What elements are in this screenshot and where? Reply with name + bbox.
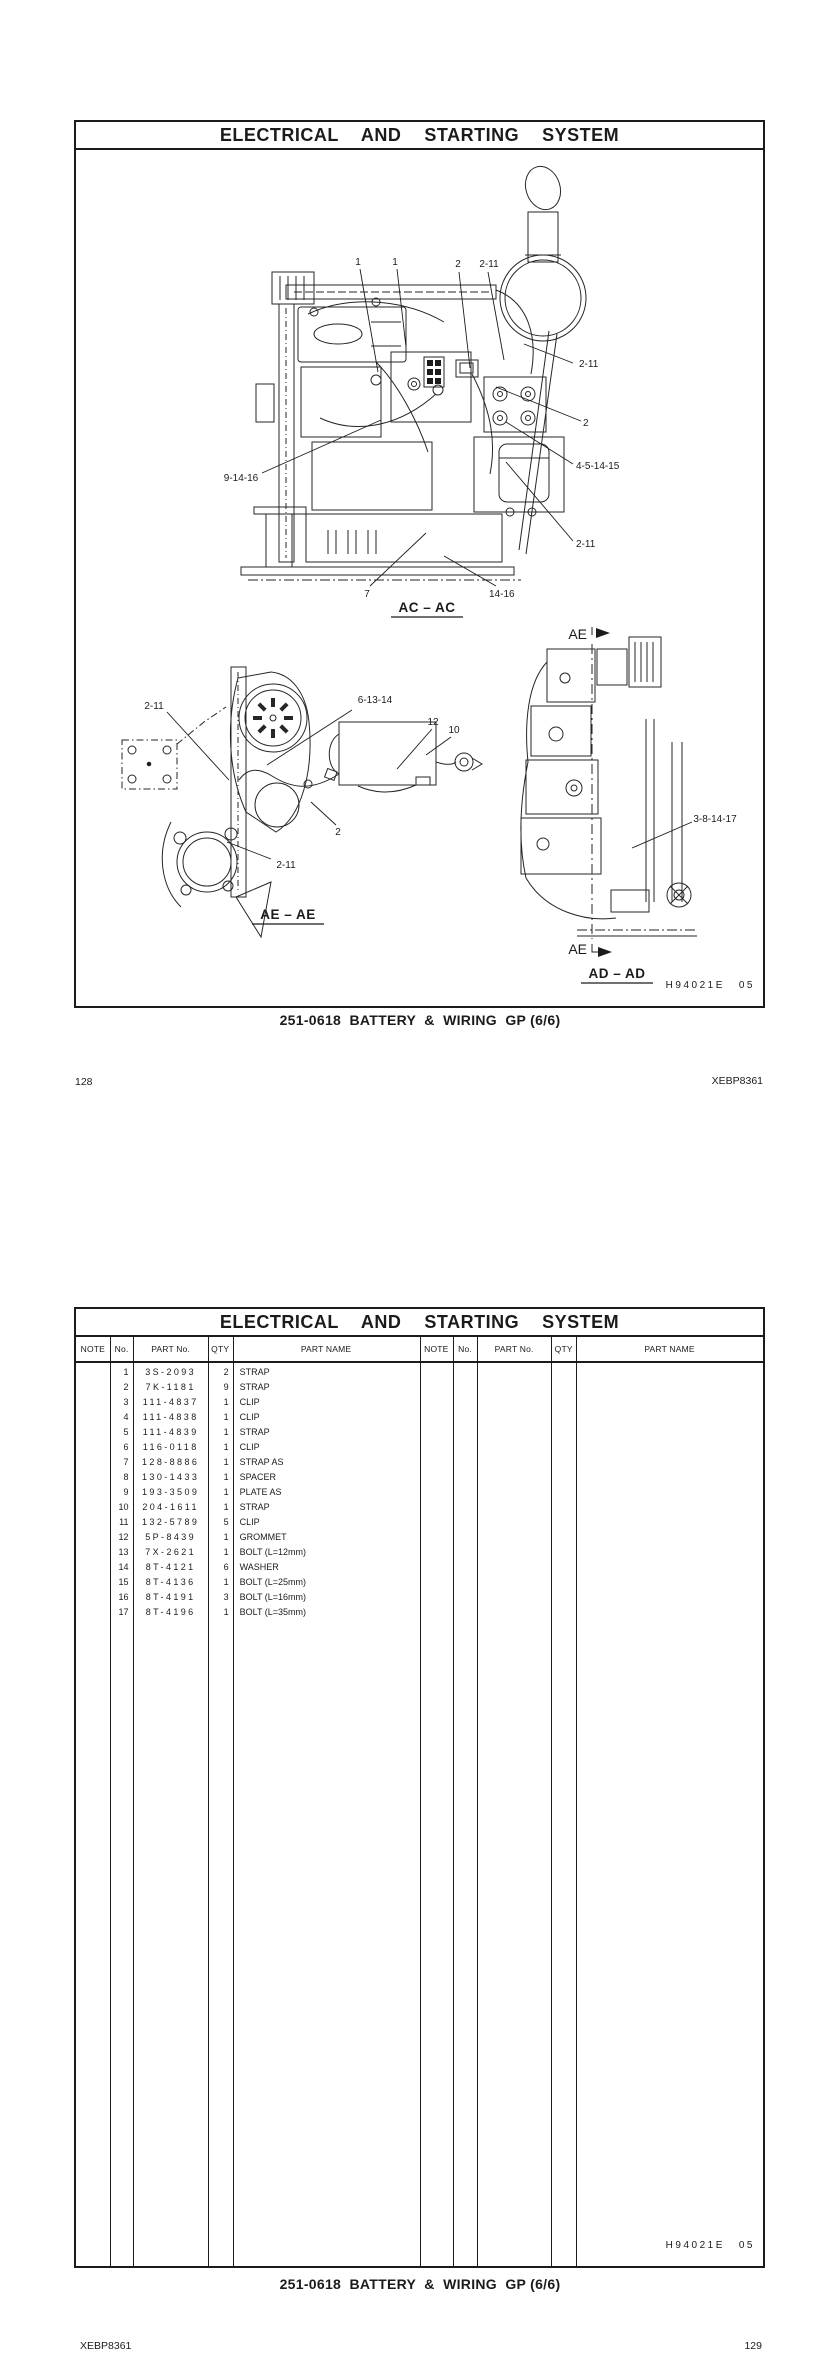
part-no-cell [477,1395,551,1410]
part-ref-label: 2-11 [144,701,164,712]
note-cell [419,1545,453,1560]
qty-cell [551,1395,576,1410]
note-cell [76,1455,110,1470]
part-name-cell: CLIP [239,1397,260,1407]
item-no-cell [453,1455,477,1470]
note-cell [76,1560,110,1575]
qty-cell: 1 [223,1427,229,1437]
note-cell [419,1365,453,1380]
item-no-cell: 13 [118,1547,129,1557]
part-name-cell: STRAP AS [239,1457,284,1467]
qty-cell [551,1515,576,1530]
item-no-cell: 3 [123,1397,129,1407]
part-no-cell: 5P-8439 [145,1532,197,1542]
part-name-cell [576,1425,763,1440]
item-no-cell [453,1380,477,1395]
part-ref-label: 12 [427,717,439,728]
qty-cell [551,1530,576,1545]
part-name-cell [576,1485,763,1500]
page-number: 128 [75,1076,93,1088]
note-cell [76,1365,110,1380]
note-cell [76,1380,110,1395]
part-name-cell: BOLT (L=16mm) [239,1592,307,1602]
part-no-cell [477,1410,551,1425]
part-no-cell: 111-4839 [142,1427,199,1437]
item-no-cell: 17 [118,1607,129,1617]
table-row [76,1605,763,1620]
sheet-title: ELECTRICAL AND STARTING SYSTEM [219,124,620,145]
ac-ac-view [241,162,586,580]
item-no-cell: 7 [123,1457,129,1467]
section-arrow-label: AE [568,941,587,957]
item-no-cell: 5 [123,1427,129,1437]
item-no-cell [453,1530,477,1545]
column-header-part-no: PART No. [151,1344,191,1354]
part-name-cell [576,1515,763,1530]
part-no-cell: 130-1433 [142,1472,200,1482]
note-cell [419,1590,453,1605]
item-no-cell [453,1515,477,1530]
part-no-cell [477,1440,551,1455]
part-ref-label: 1 [392,257,398,268]
item-no-cell [453,1470,477,1485]
part-no-cell: 7X-2621 [145,1547,197,1557]
note-cell [76,1440,110,1455]
note-cell [419,1425,453,1440]
note-cell [419,1500,453,1515]
item-no-cell: 2 [123,1382,129,1392]
part-ref-label: 3-8-14-17 [693,814,737,825]
part-no-cell [477,1485,551,1500]
part-name-cell: STRAP [239,1427,270,1437]
table-row [76,1500,763,1515]
part-name-cell: CLIP [239,1442,260,1452]
plate-revision: 05 [738,980,755,991]
part-name-cell [576,1530,763,1545]
qty-cell: 1 [223,1607,229,1617]
part-no-cell [477,1500,551,1515]
table-row [76,1470,763,1485]
item-no-cell: 10 [118,1502,129,1512]
column-header-part-no: PART No. [494,1344,534,1354]
part-name-cell: STRAP [239,1367,270,1377]
part-no-cell: 8T-4121 [145,1562,196,1572]
part-ref-label: 9-14-16 [223,473,259,484]
table-row [76,1515,763,1530]
part-ref-label: 1 [355,257,361,268]
part-name-cell [576,1500,763,1515]
part-name-cell [576,1470,763,1485]
note-cell [419,1395,453,1410]
part-name-cell: STRAP [239,1382,270,1392]
figure-caption: 251-0618 BATTERY & WIRING GP (6/6) [279,2276,561,2292]
part-ref-label: 6-13-14 [357,695,393,706]
qty-cell: 1 [223,1502,229,1512]
part-no-cell [477,1545,551,1560]
part-name-cell: CLIP [239,1412,260,1422]
qty-cell [551,1365,576,1380]
part-name-cell [576,1440,763,1455]
part-no-cell: 3S-2093 [145,1367,197,1377]
view-captions [252,600,653,983]
part-name-cell [576,1605,763,1620]
part-no-cell [477,1425,551,1440]
qty-cell: 1 [223,1397,229,1407]
plate-number [645,969,755,1002]
table-row [76,1560,763,1575]
table-row [76,1590,763,1605]
qty-cell [551,1500,576,1515]
item-no-cell: 6 [123,1442,129,1452]
part-name-cell: BOLT (L=12mm) [239,1547,307,1557]
item-no-cell [453,1425,477,1440]
item-no-cell [453,1410,477,1425]
note-cell [76,1575,110,1590]
part-no-cell: 193-3509 [142,1487,200,1497]
item-no-cell [453,1545,477,1560]
part-no-cell [477,1530,551,1545]
qty-cell: 1 [223,1457,229,1467]
item-no-cell [453,1500,477,1515]
part-no-cell [477,1365,551,1380]
note-cell [419,1605,453,1620]
sheet-title: ELECTRICAL AND STARTING SYSTEM [219,1311,620,1332]
item-no-cell [453,1590,477,1605]
table-row [76,1440,763,1455]
item-no-cell: 9 [123,1487,129,1497]
column-header-no: No. [114,1344,129,1354]
part-name-cell: GROMMET [239,1532,287,1542]
item-no-cell [453,1575,477,1590]
note-cell [419,1470,453,1485]
part-ref-label: 2-11 [479,259,499,270]
part-name-cell [576,1380,763,1395]
table-row [76,1380,763,1395]
table-row [76,1575,763,1590]
part-name-cell: CLIP [239,1517,260,1527]
qty-cell [551,1470,576,1485]
item-no-cell [453,1440,477,1455]
part-ref-label: 2-11 [576,539,596,550]
part-no-cell [477,1380,551,1395]
ad-ad-view [521,627,697,957]
parts-rows [76,1365,763,2266]
parts-diagram-sheet [74,120,765,1008]
part-ref-label: 2 [583,418,589,429]
parts-table-header [76,1337,763,1363]
table-row [76,1425,763,1440]
table-row [76,1485,763,1500]
view-caption-ae: AE – AE [260,907,316,922]
part-no-cell: 111-4837 [142,1397,199,1407]
note-cell [76,1410,110,1425]
part-name-cell [576,1365,763,1380]
plate-number [645,2229,755,2262]
part-name-cell: BOLT (L=25mm) [239,1577,307,1587]
item-no-cell: 14 [118,1562,129,1572]
qty-cell: 1 [223,1472,229,1482]
part-name-cell: STRAP [239,1502,270,1512]
part-name-cell: PLATE AS [239,1487,282,1497]
note-cell [76,1425,110,1440]
part-ref-label: 2 [455,259,461,270]
note-cell [76,1530,110,1545]
note-cell [419,1455,453,1470]
part-no-cell [477,1605,551,1620]
plate-code: H94021E [665,2240,725,2251]
note-cell [76,1590,110,1605]
sheet-title-bar [76,1309,763,1337]
qty-cell: 1 [223,1547,229,1557]
note-cell [76,1470,110,1485]
qty-cell: 3 [223,1592,229,1602]
part-ref-label: 2-11 [579,359,599,370]
qty-cell [551,1590,576,1605]
column-header-note: NOTE [424,1344,449,1354]
part-no-cell: 132-5789 [142,1517,200,1527]
ae-ae-view [122,667,482,937]
part-name-cell [576,1590,763,1605]
qty-cell [551,1605,576,1620]
qty-cell [551,1380,576,1395]
item-no-cell: 16 [118,1592,129,1602]
engine-wiring-diagram [76,122,767,1010]
part-no-cell: 128-8886 [142,1457,200,1467]
column-header-no: No. [458,1344,472,1354]
view-caption-ac: AC – AC [398,600,456,615]
note-cell [76,1395,110,1410]
note-cell [419,1380,453,1395]
section-arrow-label: AE [568,626,587,642]
qty-cell: 1 [223,1532,229,1542]
page-number: 129 [744,2340,762,2352]
item-no-cell: 15 [118,1577,129,1587]
part-name-cell: WASHER [239,1562,279,1572]
qty-cell [551,1545,576,1560]
table-row [76,1395,763,1410]
qty-cell: 1 [223,1487,229,1497]
qty-cell [551,1575,576,1590]
qty-cell [551,1485,576,1500]
table-row [76,1545,763,1560]
doc-code: XEBP8361 [711,1075,763,1087]
qty-cell: 1 [223,1412,229,1422]
item-no-cell [453,1605,477,1620]
part-no-cell [477,1455,551,1470]
part-name-cell [576,1395,763,1410]
part-ref-label: 14-16 [489,589,515,600]
view-caption-ad: AD – AD [588,966,646,981]
note-cell [419,1560,453,1575]
note-cell [419,1485,453,1500]
part-name-cell [576,1410,763,1425]
part-name-cell [576,1560,763,1575]
qty-cell [551,1560,576,1575]
figure-caption: 251-0618 BATTERY & WIRING GP (6/6) [279,1012,561,1028]
part-no-cell: 111-4838 [142,1412,199,1422]
part-name-cell [576,1575,763,1590]
qty-cell: 1 [223,1577,229,1587]
qty-cell: 9 [223,1382,229,1392]
plate-code: H94021E [665,980,725,991]
note-cell [76,1500,110,1515]
part-name-cell [576,1455,763,1470]
plate-revision: 05 [738,2240,755,2251]
note-cell [76,1515,110,1530]
part-ref-label: 10 [448,725,460,736]
part-ref-label: 2 [335,827,341,838]
note-cell [419,1515,453,1530]
part-name-cell: BOLT (L=35mm) [239,1607,307,1617]
qty-cell [551,1410,576,1425]
part-name-cell: SPACER [239,1472,276,1482]
part-no-cell: 204-1611 [142,1502,199,1512]
column-header-qty: QTY [554,1344,573,1354]
part-no-cell [477,1575,551,1590]
note-cell [419,1410,453,1425]
qty-cell: 2 [223,1367,229,1377]
note-cell [76,1605,110,1620]
item-no-cell: 12 [118,1532,129,1542]
parts-table-sheet [74,1307,765,2268]
part-no-cell [477,1590,551,1605]
part-no-cell: 7K-1181 [145,1382,196,1392]
part-no-cell [477,1470,551,1485]
table-row [76,1365,763,1380]
item-no-cell: 11 [119,1517,129,1527]
note-cell [76,1485,110,1500]
part-no-cell: 8T-4136 [145,1577,196,1587]
item-no-cell: 8 [123,1472,129,1482]
column-header-part-name: PART NAME [644,1344,695,1354]
item-no-cell [453,1560,477,1575]
note-cell [419,1440,453,1455]
part-ref-label: 4-5-14-15 [576,461,620,472]
note-cell [419,1575,453,1590]
qty-cell [551,1455,576,1470]
note-cell [419,1530,453,1545]
qty-cell [551,1425,576,1440]
note-cell [76,1545,110,1560]
item-no-cell: 1 [123,1367,129,1377]
qty-cell: 1 [223,1442,229,1452]
qty-cell: 5 [223,1517,229,1527]
part-ref-label: 2-11 [276,860,296,871]
part-no-cell: 116-0118 [142,1442,199,1452]
item-no-cell [453,1485,477,1500]
column-header-qty: QTY [211,1344,230,1354]
table-row [76,1455,763,1470]
part-no-cell [477,1560,551,1575]
table-row [76,1530,763,1545]
column-header-note: NOTE [80,1344,106,1354]
part-ref-label: 7 [364,589,370,600]
part-no-cell: 8T-4191 [145,1592,196,1602]
qty-cell [551,1440,576,1455]
part-name-cell [576,1545,763,1560]
doc-code: XEBP8361 [80,2340,132,2352]
item-no-cell [453,1365,477,1380]
part-no-cell [477,1515,551,1530]
item-no-cell: 4 [123,1412,129,1422]
qty-cell: 6 [223,1562,229,1572]
item-no-cell [453,1395,477,1410]
part-no-cell: 8T-4196 [145,1607,196,1617]
column-header-part-name: PART NAME [300,1344,352,1354]
table-row [76,1410,763,1425]
